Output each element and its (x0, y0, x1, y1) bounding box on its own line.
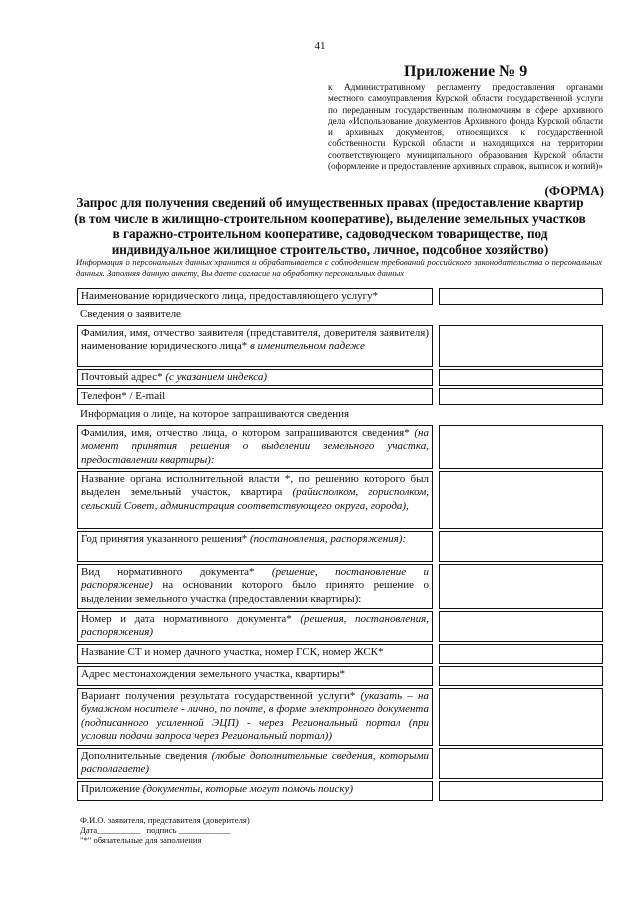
section-subject-info (77, 407, 603, 423)
privacy-note: Информация о персональных данных хранится и обрабатывается с соблюдением требований российского законодательства о персональных данных. Заполняя данную анкету, Вы даете согласие на обработку персональных данных (76, 257, 602, 278)
decision-year-field[interactable] (439, 531, 603, 562)
phone-email-field[interactable] (439, 388, 603, 405)
row-property-address (77, 666, 603, 686)
legal-entity-name-field[interactable] (439, 288, 603, 305)
row-legal-entity-name (77, 288, 603, 305)
date-label: Дата (80, 825, 98, 835)
row-hint: (решения, постановления, распоряжения) (81, 613, 429, 639)
section-applicant-info (77, 307, 603, 323)
row-hint: (решение, постановление и распоряжение) (81, 566, 429, 592)
row-hint: (указать – на бумажном носителе - лично, по почте, в форме электронного документа (подписанного усиленной ЭЦП) - через Региональный портал (при условии подачи запроса через Региональный портал)) (81, 690, 429, 742)
row-label: Почтовый адрес* (с указанием индекса) (77, 369, 433, 386)
attachments-field[interactable] (439, 781, 603, 801)
page-number: 41 (314, 40, 326, 52)
row-attachments (77, 781, 603, 801)
row-subject-name (77, 425, 603, 469)
delivery-option-field[interactable] (439, 688, 603, 746)
applicant-name-field[interactable] (439, 325, 603, 367)
row-label: Фамилия, имя, отчество заявителя (представителя, доверителя заявителя) наименование юридического лица* в именительном падеже (77, 325, 433, 367)
request-form-table (77, 288, 603, 803)
row-phone-email (77, 388, 603, 405)
request-title: Запрос для получения сведений об имущественных правах (предоставление квартир (в том числе в жилищно-строительном кооперативе), выделение земельных участков в гаражно-строительном кооперативе, садоводческом товариществе, под индивидуальное жилищное строительство, личное, подсобное хозяйство) (74, 195, 586, 257)
row-label: Номер и дата нормативного документа* (решения, постановления, распоряжения) (77, 611, 433, 642)
document-type-field[interactable] (439, 564, 603, 609)
row-authority-name (77, 471, 603, 529)
row-applicant-name (77, 325, 603, 367)
additional-info-field[interactable] (439, 748, 603, 779)
row-label: Вид нормативного документа* (решение, постановление и распоряжение) на основании которого было принято решение о выделении земельного участка (предоставлении квартиры): (77, 564, 433, 609)
property-address-field[interactable] (439, 666, 603, 686)
form-label: (ФОРМА) (544, 183, 604, 198)
row-cooperative-number (77, 644, 603, 664)
row-label: Фамилия, имя, отчество лица, о котором запрашиваются сведения* (на момент принятия решения о выделении земельного участка, предоставлении квартиры): (77, 425, 433, 469)
date-signature-line (80, 825, 250, 835)
row-label: Название СТ и номер дачного участка, номер ГСК, номер ЖСК* (77, 644, 433, 664)
row-decision-year (77, 531, 603, 562)
row-postal-address (77, 369, 603, 386)
row-label: Адрес местонахождения земельного участка, квартиры* (77, 666, 433, 686)
regulation-reference: к Административному регламенту предоставления органами местного самоуправления Курской области государственной услуги по переданным государственным полномочиям в сфере архивного дела «Использование документов Архивного фонда Курской области и архивных документов, относящихся к государственной собственности Курской области и находящихся на территории соответствующего муниципального образования Курской области (оформление и предоставление архивных справок, выписок и копий)» (328, 82, 603, 172)
row-label: Вариант получения результата государственной услуги* (указать – на бумажном носителе - лично, по почте, в форме электронного документа (подписанного усиленной ЭЦП) - через Региональный портал (при условии подачи запроса через Региональный портал)) (77, 688, 433, 746)
row-document-number-date (77, 611, 603, 642)
section-title: Сведения о заявителе (80, 308, 181, 320)
row-hint: (райисполком, горисполком, сельский Совет, администрация соответствующего округа, города), (81, 486, 430, 512)
required-fields-note: "*" обязательные для заполнения (80, 835, 202, 845)
postal-address-field[interactable] (439, 369, 603, 386)
row-label: Год принятия указанного решения* (постановления, распоряжения): (77, 531, 433, 562)
row-label: Телефон* / E-mail (77, 388, 433, 405)
row-hint: (на момент принятия решения о выделении земельного участка, предоставлении квартиры): (81, 427, 430, 466)
appendix-title: Приложение № 9 (404, 63, 528, 80)
date-blank[interactable]: __________ (97, 825, 141, 835)
row-hint: (документы, которые могут помочь поиску) (142, 783, 354, 795)
row-hint: (с указанием индекса) (165, 371, 268, 383)
row-hint: (любые дополнительные сведения, которыми располагаете) (81, 750, 429, 776)
row-additional-info (77, 748, 603, 779)
section-title: Информация о лице, на которое запрашиваются сведения (80, 408, 350, 420)
row-hint: (постановления, распоряжения): (250, 533, 407, 545)
row-label: Дополнительные сведения (любые дополнительные сведения, которыми располагаете) (77, 748, 433, 779)
row-label: Приложение (документы, которые могут помочь поиску) (77, 781, 433, 801)
document-number-date-field[interactable] (439, 611, 603, 642)
signature-label: подпись (146, 825, 177, 835)
cooperative-number-field[interactable] (439, 644, 603, 664)
signer-line: Ф.И.О. заявителя, представителя (доверителя) (80, 815, 250, 825)
signature-blank[interactable]: ____________ (178, 825, 231, 835)
row-document-type (77, 564, 603, 609)
row-delivery-option (77, 688, 603, 746)
signature-footer (80, 815, 250, 845)
row-label: Название органа исполнительной власти *, по решению которого был выделен земельный участок, квартира (райисполком, горисполком, сельский Совет, администрация соответствующего округа, города), (77, 471, 433, 529)
row-label: Наименование юридического лица, предоставляющего услугу* (77, 288, 433, 305)
subject-name-field[interactable] (439, 425, 603, 469)
authority-name-field[interactable] (439, 471, 603, 529)
row-hint: в именительном падеже (250, 340, 365, 353)
